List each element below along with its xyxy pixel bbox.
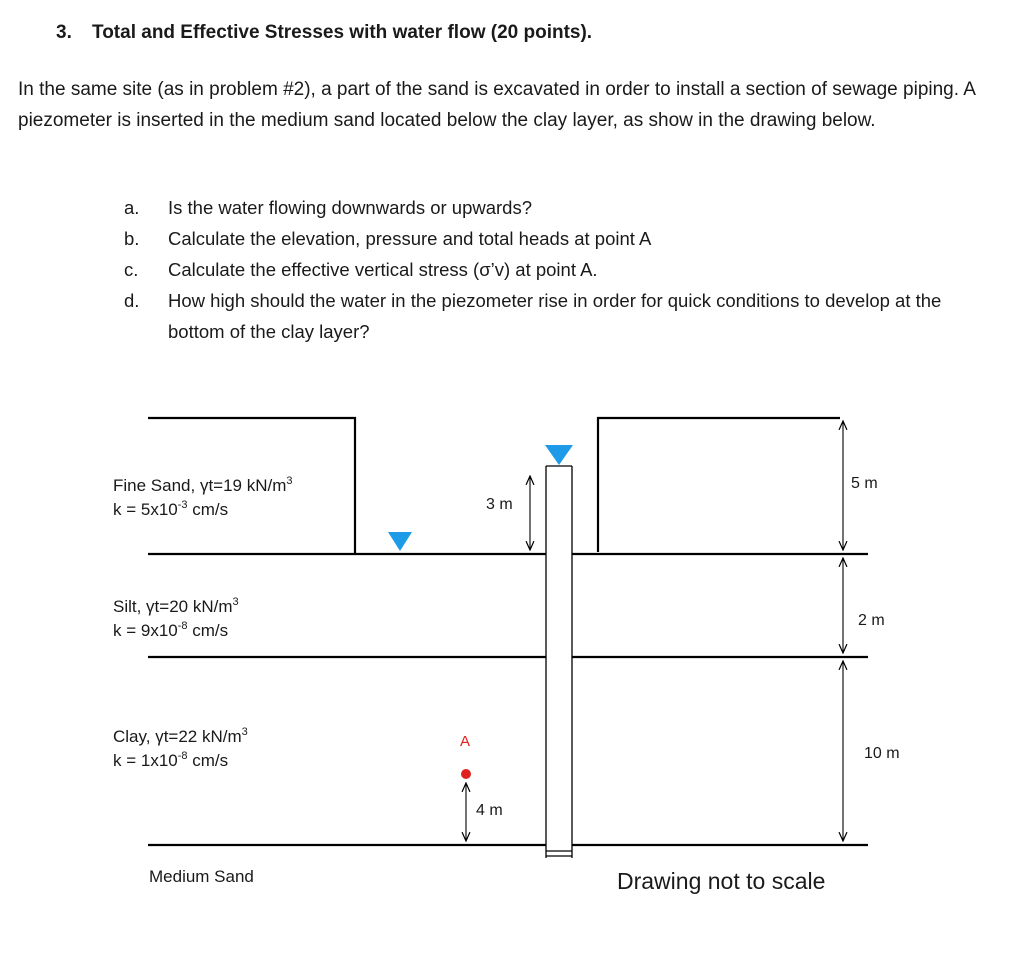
layer-name: Silt, γt=20 kN/m <box>113 597 233 616</box>
dim-label-3m: 3 m <box>486 496 513 513</box>
dim-label-2m: 2 m <box>858 612 885 629</box>
question-letter: d. <box>124 290 140 311</box>
permeability-exponent: -3 <box>177 499 188 511</box>
silt-label <box>113 595 239 643</box>
point-a-label: A <box>460 733 471 750</box>
dim-label-10m: 10 m <box>864 745 900 762</box>
unit-exponent: 3 <box>241 726 248 738</box>
intro-paragraph: In the same site (as in problem #2), a part of the sand is excavated in order to install a section of sewage piping. A piezometer is inserted in the medium sand located below the clay layer, as show in the drawing below. <box>18 79 975 131</box>
layer-name: Fine Sand, γt=19 kN/m <box>113 476 287 495</box>
clay-label <box>113 725 248 773</box>
question-text: How high should the water in the piezometer rise in order for quick conditions to develop at the bottom of the clay layer? <box>168 290 942 342</box>
scale-note: Drawing not to scale <box>617 868 826 894</box>
problem-number: 3. <box>56 22 72 43</box>
water-level-excavation-icon <box>388 532 412 551</box>
permeability-base: k = 9x10 <box>113 621 178 640</box>
permeability-exponent: -8 <box>177 750 188 762</box>
problem-title: Total and Effective Stresses with water flow (20 points). <box>92 22 593 43</box>
permeability-exponent: -8 <box>177 620 188 632</box>
permeability-unit: cm/s <box>187 500 229 519</box>
question-letter: b. <box>124 228 140 249</box>
question-text: Calculate the effective vertical stress (σ’v) at point A. <box>168 259 598 280</box>
right-ground-surface <box>598 418 840 552</box>
layer-name: Clay, γt=22 kN/m <box>113 727 242 746</box>
question-letter: c. <box>124 259 139 280</box>
medium-sand-label: Medium Sand <box>149 867 254 886</box>
unit-exponent: 3 <box>286 475 293 487</box>
permeability-base: k = 1x10 <box>113 751 178 770</box>
dim-label-5m: 5 m <box>851 475 878 492</box>
question-letter: a. <box>124 197 140 218</box>
permeability-unit: cm/s <box>187 621 229 640</box>
water-level-piezometer-icon <box>545 445 573 465</box>
permeability-base: k = 5x10 <box>113 500 178 519</box>
permeability-unit: cm/s <box>187 751 229 770</box>
dim-label-4m: 4 m <box>476 802 503 819</box>
piezometer-tube <box>546 466 572 858</box>
point-a-marker <box>461 769 471 779</box>
unit-exponent: 3 <box>232 596 239 608</box>
question-text: Is the water flowing downwards or upwards? <box>168 197 533 218</box>
fine-sand-label <box>113 474 293 522</box>
question-text: Calculate the elevation, pressure and total heads at point A <box>168 228 652 249</box>
